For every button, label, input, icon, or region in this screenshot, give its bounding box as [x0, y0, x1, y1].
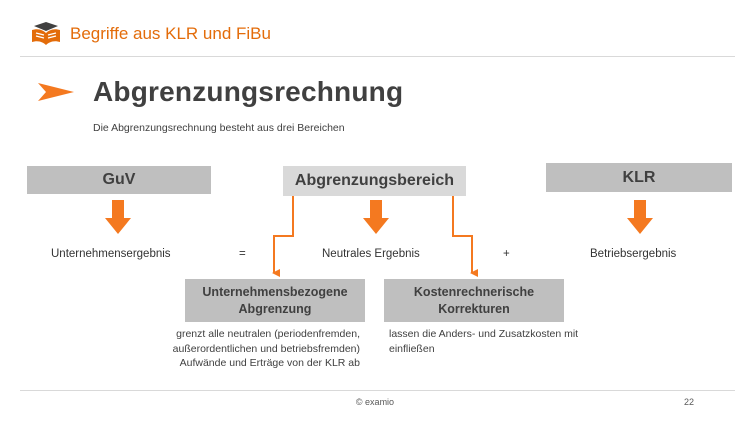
guv-box	[27, 166, 211, 194]
klr-label: KLR	[622, 168, 656, 186]
plus-sign: +	[503, 248, 510, 260]
kostenrechnerische-line2: Korrekturen	[438, 301, 510, 316]
down-arrow-icon	[363, 200, 389, 234]
neutrales-ergebnis-label: Neutrales Ergebnis	[322, 248, 420, 260]
book-logo-icon	[30, 20, 62, 48]
unternehmensergebnis-label: Unternehmensergebnis	[51, 248, 171, 260]
desc-right-line1: lassen die Anders- und Zusatzkosten mit	[389, 328, 579, 340]
kostenrechnerische-line1: Kostenrechnerische	[413, 284, 535, 299]
flag-pointer-icon	[38, 83, 74, 101]
kostenrechnerische-korrekturen-box	[384, 279, 564, 322]
down-arrow-icon	[105, 200, 131, 234]
equals-sign: =	[239, 248, 246, 260]
desc-left-line1: grenzt alle neutralen (periodenfremden,	[176, 328, 360, 340]
abgrenzungsbereich-label: Abgrenzungsbereich	[294, 172, 455, 189]
footer-copyright: © examio	[355, 397, 395, 407]
connector-right	[453, 196, 472, 273]
slide-subtitle: Die Abgrenzungsrechnung besteht aus drei Bereichen	[93, 122, 345, 134]
unternehmensbezogene-abgrenzung-box	[185, 279, 365, 322]
footer-divider	[20, 390, 735, 391]
desc-right-line2: einfließen	[389, 342, 435, 355]
unternehmensbezogene-line1: Unternehmensbezogene	[202, 284, 348, 299]
betriebsergebnis-label: Betriebsergebnis	[590, 248, 677, 260]
header	[0, 0, 750, 56]
header-title: Begriffe aus KLR und FiBu	[70, 24, 271, 43]
abgrenzungsbereich-box	[283, 166, 466, 196]
klr-box	[546, 163, 732, 192]
header-divider	[20, 56, 735, 57]
down-arrow-icon	[627, 200, 653, 234]
slide-title: Abgrenzungsrechnung	[93, 76, 404, 107]
kostenrechnerische-description	[389, 327, 609, 356]
guv-label: GuV	[102, 171, 136, 188]
unternehmensbezogene-line2: Abgrenzung	[238, 301, 312, 316]
connector-left	[274, 196, 293, 273]
desc-left-line3: Aufwände und Erträge von der KLR ab	[179, 357, 360, 369]
desc-left-line2: außerordentlichen und betriebsfremden)	[172, 342, 360, 355]
unternehmensbezogene-description	[140, 327, 360, 371]
page-number: 22	[684, 397, 695, 407]
